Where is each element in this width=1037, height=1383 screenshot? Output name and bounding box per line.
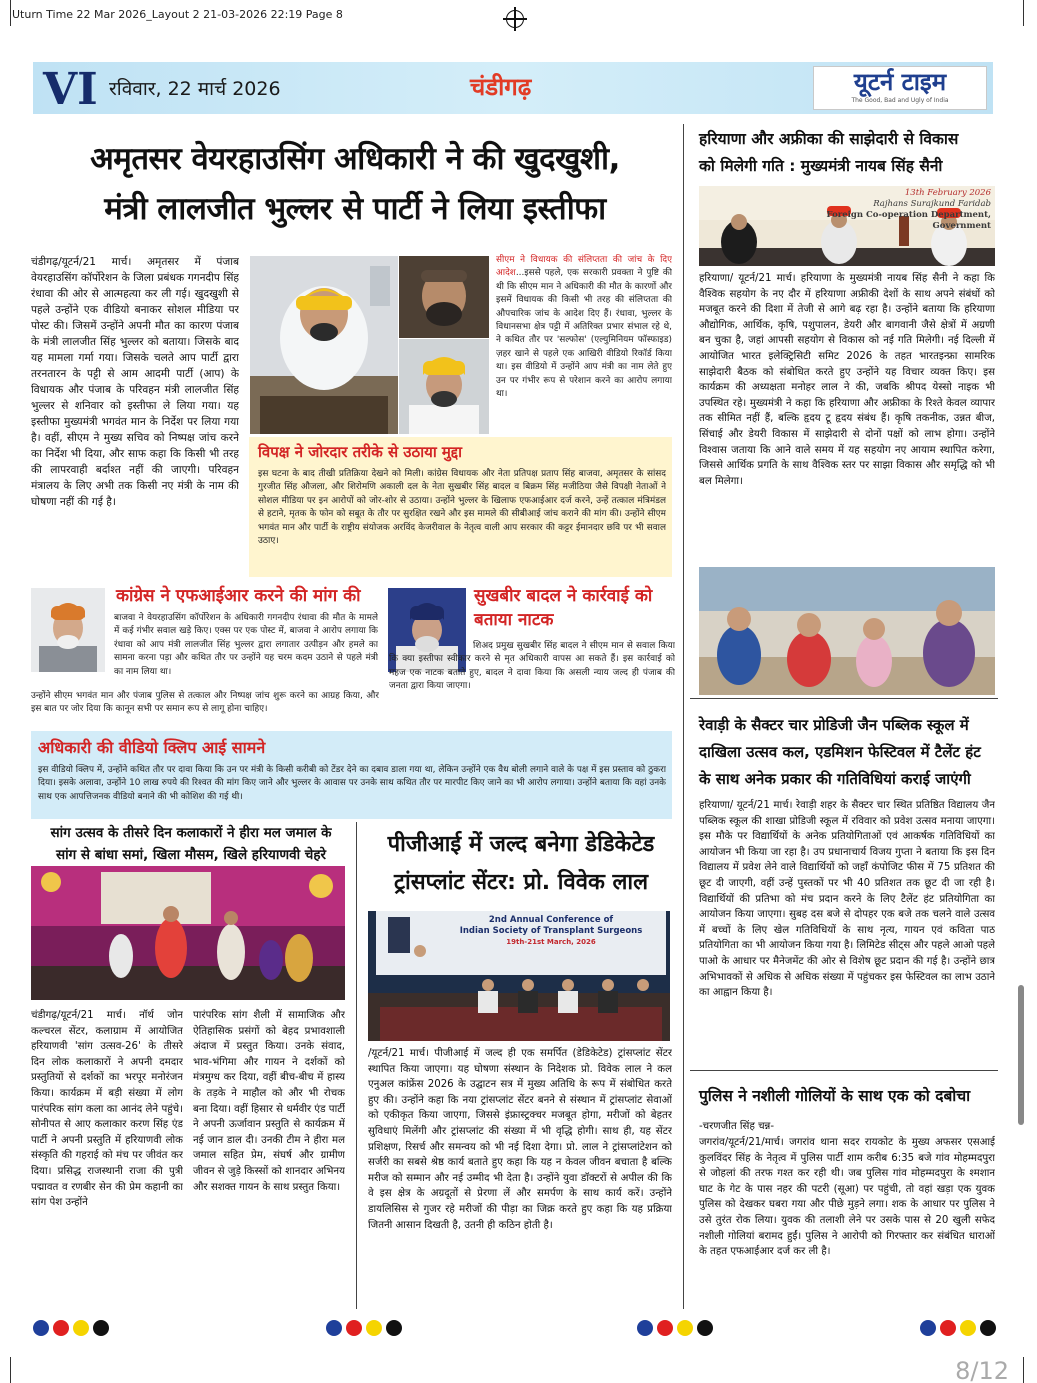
haryana-event-photo — [699, 186, 995, 266]
lead-body: चंडीगढ़/यूटर्न/21 मार्च। अमृतसर में पंजाब वेयरहाउसिंग कॉर्पोरेशन के जिला प्रबंधक गगनदीप सिंह रंधावा की ओर से आत्महत्या कर ली गई। खुदखुशी से पहले उन्होंने एक वीडियो बनाकर सोशल मीडिया पर पोस्ट की। जिसमें उन्होंने अपनी मौत का कारण पंजाब के मंत्री लालजीत सिंह भुल्लर को बताया। जिसके बाद यह मामला गर्मा गया। जिसके चलते आप पार्टी द्वारा तरनतारन के पट्टी से आम आदमी पार्टी (आप) के विधायक और पंजाब के परिवहन मंत्री लालजीत सिंह भुल्लर से शनिवार को इस्तीफा ले लिया गया। यह इस्तीफा मुख्यमंत्री भगवंत मान के निर्देश पर लिया गया है। वहीं, सीएम ने मुख्य सचिव को निष्पक्ष जांच करने का निर्देश भी दिया, और साफ कहा कि किसी भी तरह की लापरवाही बर्दाश्त नहीं की जाएगी। परिवहन मंत्रालय के लिए अभी तक किसी नए मंत्री के नाम की घोषणा नहीं की गई है। — [31, 256, 239, 508]
saang-body-col1: चंडीगढ़/यूटर्न/21 मार्च। नॉर्थ जोन कल्चरल सेंटर, कलाग्राम में आयोजित हरियाणवी 'सांग उत्सव-26' के तीसरे दिन लोक कलाकारों ने अपनी दमदार प्रस्तुतियों से दर्शकों का भरपूर मनोरंजन किया। कार्यक्रम में बड़ी संख्या में लोग पारंपरिक सांग कला का आनंद लेने पहुंचे। सोनीपत से आए कलाकार करण सिंह एंड पार्टी ने अपनी प्रस्तुति में हरियाणवी लोक संस्कृति की गहराई को मंच पर जीवंत कर दिया। प्रसिद्ध राजस्थानी राजा की पुत्री पद्मावत व रणबीर सेन की प्रेम कहानी का सांग पेश उन्होंने — [31, 1010, 183, 1209]
congress-subhead: कांग्रेस ने एफआईआर करने की मांग की — [116, 586, 361, 606]
bajwa-photo — [31, 588, 105, 672]
color-dot — [73, 1320, 89, 1336]
color-dot — [637, 1320, 653, 1336]
color-dot — [677, 1320, 693, 1336]
issue-date: रविवार, 22 मार्च 2026 — [109, 78, 281, 100]
crop-mark — [10, 0, 11, 26]
video-clip-body: इस वीडियो क्लिप में, उन्होंने कथित तौर पर दावा किया कि उन पर मंत्री के किसी करीबी को टेंडर देने का दबाव डाला गया था, लेकिन उन्होंने एक वैध बोली लगाने वाले के पक्ष में इस प्रस्ताव को ठुकरा दिया। इसके अलावा, उन्होंने 10 लाख रुपये की रिश्वत की मांग किए जाने और भुल्लर के आवास पर उनके साथ कथित तौर पर मारपीट किए जाने का भी आरोप लगाया। उन्होंने बताया कि वहां उनके साथ एक आपत्तिजनक वीडियो बनाने की भी कोशिश की गई थी। — [38, 765, 666, 802]
color-bar-center-left — [326, 1320, 406, 1338]
color-dot — [326, 1320, 342, 1336]
logo-tagline: The Good, Bad and Ugly of India — [851, 97, 949, 104]
saang-body-col2: पारंपरिक सांग शैली में सामाजिक और ऐतिहासिक प्रसंगों को बेहद प्रभावशाली अंदाज में प्रस्तुत किया। उनके संवाद, भाव-भंगिमा और गायन ने दर्शकों को मंत्रमुग्ध कर दिया, वहीं बीच-बीच में हास्य के तड़के ने माहौल को और भी रोचक बना दिया। वहीं हिसार से धर्मवीर एंड पार्टी ने अपनी ऊर्जावान प्रस्तुति से कार्यक्रम में नई जान डाल दी। उनकी टीम ने हीरा मल जमाल सहित प्रेम, संघर्ष और ग्रामीण जीवन से जुड़े किस्सों को शानदार अभिनय और सशक्त गायन के साथ प्रस्तुत किया। — [193, 1010, 345, 1193]
color-bar-center-right — [637, 1320, 717, 1338]
lead-headline: अमृतसर वेयरहाउसिंग अधिकारी ने की खुदखुशी, मंत्री लालजीत भुल्लर से पार्टी ने लिया इस्तीफा — [90, 141, 620, 227]
haryana-banner-text: 13th February 2026 Rajhans Surajkund Faridab Foreign Co-operation Department, Government — [826, 188, 991, 231]
color-bar-left — [33, 1320, 113, 1338]
video-clip-subhead: अधिकारी की वीडियो क्लिप आई सामने — [38, 738, 266, 757]
cm-photo — [250, 256, 398, 434]
color-dot — [346, 1320, 362, 1336]
haryana-headline: हरियाणा और अफ्रीका की साझेदारी से विकास को मिलेगी गति : मुख्यमंत्री नायब सिंह सैनी — [699, 130, 959, 175]
color-dot — [960, 1320, 976, 1336]
pgi-conference-photo — [368, 911, 670, 1041]
color-dot — [657, 1320, 673, 1336]
conference-banner-text: 2nd Annual Conference of Indian Society of Transplant Surgeons 19th-21st March, 2026 — [459, 915, 643, 946]
edition-city: चंडीगढ़ — [470, 73, 532, 101]
color-bar-right — [920, 1320, 1000, 1338]
scrollbar-thumb[interactable] — [1018, 985, 1024, 1125]
color-dot — [93, 1320, 109, 1336]
masthead — [33, 62, 993, 114]
congress-body: बाजवा ने वेयरहाउसिंग कॉर्पोरेशन के अधिकारी गगनदीप रंधावा की मौत के मामले में कई गंभीर सवाल खड़े किए। एक्स पर एक पोस्ट में, बाजवा ने आरोप लगाया कि रंधावा को आप मंत्री लालजीत सिंह भुल्लर द्वारा लगातार उत्पीड़न और हमले का सामना करना पड़ा और कथित तौर पर उन्होंने यह चरम कदम उठाने से पहले मंत्री का नाम लिया था। — [114, 613, 378, 677]
page-indicator: 8/12 — [955, 1357, 1009, 1383]
color-dot — [366, 1320, 382, 1336]
opposition-subhead: विपक्ष ने जोरदार तरीके से उठाया मुद्दा — [258, 443, 463, 461]
column-divider — [683, 124, 684, 1309]
opposition-body: इस घटना के बाद तीखी प्रतिक्रिया देखने को मिली। कांग्रेस विधायक और नेता प्रतिपक्ष प्रताप सिंह बाजवा, अमृतसर के सांसद गुरजीत सिंह औजला, और शिरोमणि अकाली दल के नेता सुखबीर सिंह बादल व बिक्रम सिंह मजीठिया जैसे विपक्षी नेताओं ने सोशल मीडिया पर इन आरोपों को जोर-शोर से उठाया। उन्होंने भुल्लर के खिलाफ एफआईआर दर्ज करने, उन्हें तत्काल मंत्रिमंडल से हटाने, मृतक के फोन को सबूत के तौर पर सुरक्षित रखने और इस मामले की सीबीआई जांच कराने की मांग की। उन्होंने सीएम भगवंत मान और पार्टी के राष्ट्रीय संयोजक अरविंद केजरीवाल के नेतृत्व वाली आप सरकार की कट्टर ईमानदार छवि पर भी सवाल उठाए। — [258, 469, 666, 547]
color-dot — [940, 1320, 956, 1336]
logo-text: यूटर्न टाइम — [853, 68, 947, 96]
column-divider — [356, 822, 357, 1309]
color-dot — [980, 1320, 996, 1336]
crop-mark — [10, 1357, 11, 1383]
school-photo — [699, 567, 995, 695]
section-divider — [690, 1070, 998, 1071]
police-headline: पुलिस ने नशीली गोलियों के साथ एक को दबोचा — [699, 1087, 971, 1105]
police-body: जगरांव/यूटर्न/21/मार्च। जगरांव थाना सदर रायकोट के मुख्य अफसर एसआई कुलविंदर सिंह के नेतृत्व में पुलिस पार्टी शाम करीब 6:35 बजे गांव मोहम्मदपुरा से जोहलां की तरफ गश्त कर रही थी। जब पुलिस गांव मोहम्मदपुरा के श्मशान घाट के गेट के पास नहर की पटरी (सूआ) पर पहुंची, तो वहां खड़ा एक युवक पुलिस को देखकर घबरा गया और पीछे मुड़ने लगा। शक के आधार पर पुलिस ने उसे तुरंत रोक लिया। युवक की तलाशी लेने पर उसके पास से 20 खुली सफेद नशीली गोलियां बरामद हुईं। पुलिस ने आरोपी को गिरफ्तार कर संबंधित धाराओं के तहत एफआईआर दर्ज कर ली है। — [699, 1137, 995, 1258]
pgi-headline: पीजीआई में जल्द बनेगा डेडिकेटेड ट्रांसप्लांट सेंटर: प्रो. विवेक लाल — [387, 832, 655, 895]
registration-mark-icon — [506, 10, 524, 28]
crop-mark — [1023, 0, 1024, 26]
sukhbir-body: शिअद प्रमुख सुखबीर सिंह बादल ने सीएम मान से सवाल किया कि क्या इस्तीफा स्वीकार करने से मृत अधिकारी वापस आ सकते हैं। इस कार्रवाई को महज एक नाटक बताते हुए, बादल ने दावा किया कि असली न्याय जल्द ही पंजाब की जनता द्वारा किया जाएगा। — [389, 641, 675, 692]
color-dot — [386, 1320, 402, 1336]
school-body: हरियाणा/ यूटर्न/21 मार्च। रेवाड़ी शहर के सैक्टर चार स्थित प्रतिष्ठित विद्यालय जैन पब्लिक स्कूल की शाखा प्रोडिजी स्कूल में रविवार को प्रवेश उत्सव मनाया जाएगा। इस मौके पर विद्यार्थियों के अनेक प्रतियोगिताओं एवं आकर्षक गतिविधियों का आयोजन भी किया जा रहा है। उप प्रधानाचार्य विजय गुप्ता ने बताया कि इस दिन विद्यालय में प्रवेश लेने वाले विद्यार्थियों को जहाँ कंपोजिट फीस में 75 प्रतिशत की छूट दी जाएगी, वहीं उन्हें पुस्तकों पर भी 40 प्रतिशत तक छूट दी जा रही है। विद्यार्थियों की प्रतिभा को मंच प्रदान करने के लिए टैलेंट हंट प्रतियोगिता का आयोजन किया जाएगा। सुबह दस बजे से दोपहर एक बजे तक चलने वाले उत्सव में बच्चों के लिए खेल गतिविधियों के साथ नृत्य, गायन एवं कविता पाठ प्रतियोगिता का भी आयोजन किया गया है। लिमिटेड सीट्स और पहले आओ पहले पाओ के आधार पर मैनेजमेंट की ओर से विशेष छूट प्रदान की गई है। उन्होंने छात्र अभिभावकों से अधिक से अधिक संख्या में पहुंचकर इस फेस्टिवल का लाभ उठाने का आह्वान किया है। — [699, 800, 995, 999]
official-photo — [399, 256, 489, 338]
saang-performance-photo — [31, 866, 345, 1000]
color-dot — [33, 1320, 49, 1336]
section-divider — [690, 698, 998, 699]
page-number: VI — [43, 64, 98, 115]
school-headline: रेवाड़ी के सैक्टर चार प्रोडिजी जैन पब्लिक स्कूल में दाखिला उत्सव कल, एडमिशन फेस्टिवल में टैलेंट हंट के साथ अनेक प्रकार की गतिविधियां कराई जाएंगी — [699, 716, 981, 788]
congress-body-continued: उन्होंने सीएम भगवंत मान और पंजाब पुलिस से तत्काल और निष्पक्ष जांच शुरू करने का आग्रह किया, और इस बात पर जोर दिया कि कानून सभी पर समान रूप से लागू होना चाहिए। — [31, 691, 379, 715]
pgi-body: /यूटर्न/21 मार्च। पीजीआई में जल्द ही एक समर्पित (डेडिकेटेड) ट्रांसप्लांट सेंटर स्थापित किया जाएगा। यह घोषणा संस्थान के निदेशक प्रो. विवेक लाल ने कल एनुअल कांफ्रेंस 2026 के उद्घाटन सत्र में मुख्य अतिथि के रूप में संबोधित करते हुए की। उन्होंने कहा कि नया ट्रांसप्लांट सेंटर बनने से संस्थान में ट्रांसप्लांट सेवाओं को एकीकृत किया जाएगा, जिससे इंफ्रास्ट्रक्चर मजबूत होगा, मरीजों को बेहतर सुविधाएं मिलेंगी और ट्रांसप्लांट की संख्या में भी वृद्धि होगी। साथ ही, यह सेंटर प्रशिक्षण, रिसर्च और समन्वय को भी नई दिशा देगा। प्रो. लाल ने ट्रांसप्लांटेशन को सर्जरी का सबसे श्रेष्ठ कार्य बताते हुए कहा कि यह न केवल जीवन बचाता है बल्कि मरीज को सम्मान और नई उम्मीद भी देता है। उन्होंने युवा डॉक्टरों से अपील की कि वे इस क्षेत्र के अग्रदूतों से प्रेरणा लें और समर्पण के साथ कार्य करें। उन्होंने डायलिसिस से गुजर रहे मरीजों की पीड़ा का जिक्र करते हुए कहा कि यह प्रक्रिया जितनी आसान दिखती है, उतनी ही कठिन होती है। — [368, 1048, 672, 1231]
sukhbir-subhead: सुखबीर बादल ने कार्रवाई को बताया नाटक — [474, 586, 653, 630]
haryana-body: हरियाणा/ यूटर्न/21 मार्च। हरियाणा के मुख्यमंत्री नायब सिंह सैनी ने कहा कि वैश्विक सहयोग के नए दौर में हरियाणा अफ्रीकी देशों के साथ अपने संबंधों को मजबूत करने की दिशा में तेजी से आगे बढ़ रहा है। उन्होंने बताया कि हरियाणा औद्योगिक, आर्थिक, कृषि, पशुपालन, डेयरी और बागवानी जैसे क्षेत्रों में अग्रणी बन चुका है, जहां आपसी सहयोग से विकास को नई गति मिलेगी। नई दिल्ली में आयोजित भारत इलेक्ट्रिसिटी समिट 2026 के तहत भारतइन्फ्रा सामरिक साझेदारी बैठक को संबोधित करते हुए उन्होंने यह विचार व्यक्त किए। इस कार्यक्रम की अध्यक्षता मनोहर लाल ने की, जबकि श्रीपद येस्सो नाइक भी उपस्थित रहे। मुख्यमंत्री ने कहा कि हरियाणा और अफ्रीका के रिश्ते केवल व्यापार तक सीमित नहीं हैं, बल्कि हृदय टू हृदय संबंध हैं। कृषि तकनीक, उन्नत बीज, सिंचाई और डेयरी विकास में साझेदारी से दोनों पक्षों को लाभ होगा। उन्होंने विश्वास जताया कि आने वाले समय में यह सहयोग नए आयाम स्थापित करेगा, जिससे आर्थिक प्रगति के साथ वैश्विक स्तर पर साझा विकास और समृद्धि को भी बल मिलेगा। — [699, 273, 995, 487]
crop-mark — [1023, 1357, 1024, 1383]
saang-headline: सांग उत्सव के तीसरे दिन कलाकारों ने हीरा मल जमाल के सांग से बांधा समां, खिला मौसम, खिले हरियाणवी चेहरे — [50, 825, 332, 863]
newspaper-logo — [813, 66, 987, 110]
color-dot — [697, 1320, 713, 1336]
lead-photo-caption: सीएम ने विधायक की संलिप्तता की जांच के दिए आदेश...इससे पहले, एक सरकारी प्रवक्ता ने पुष्टि की थी कि सीएम मान ने अधिकारी की मौत के कारणों और इसमें विधायक की किसी भी तरह की संलिप्तता की औपचारिक जांच के आदेश दिए हैं। रंधावा, भुल्लर के विधानसभा क्षेत्र पट्टी में अतिरिक्त प्रभार संभाल रहे थे, ने कथित तौर पर 'सल्फोस' (एल्युमिनियम फॉस्फाइड) ज़हर खाने से पहले एक आखिरी वीडियो रिकॉर्ड किया था। इस वीडियो में उन्होंने आप मंत्री का नाम लेते हुए उन पर गंभीर रूप से परेशान करने का आरोप लगाया था। — [496, 255, 672, 400]
color-dot — [53, 1320, 69, 1336]
minister-photo — [399, 339, 489, 434]
print-slug: Uturn Time 22 Mar 2026_Layout 2 21-03-2026 22:19 Page 8 — [12, 8, 343, 21]
color-dot — [920, 1320, 936, 1336]
police-byline: -चरणजीत सिंह चन्न- — [699, 1121, 775, 1132]
